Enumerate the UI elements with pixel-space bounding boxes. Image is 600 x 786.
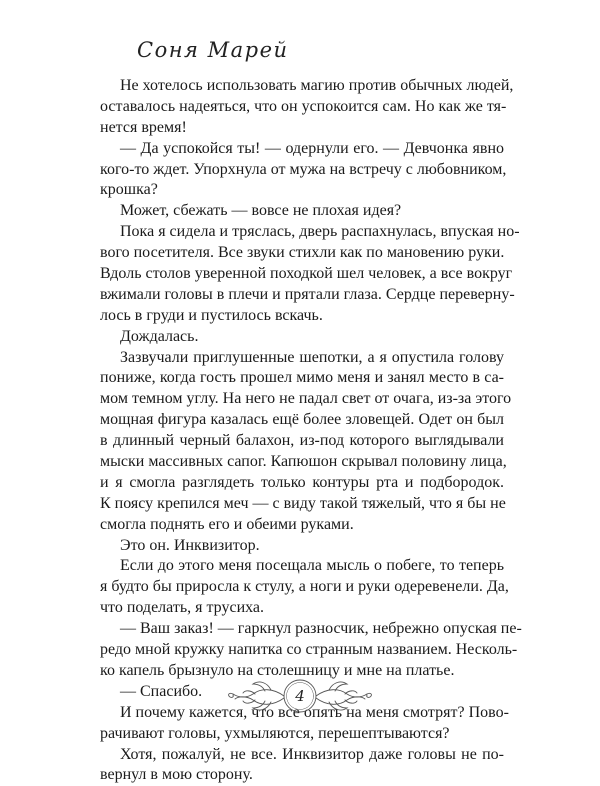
text-line: — Да успокойся ты! — одернули его. — Девчонка явно bbox=[120, 139, 504, 157]
text-line: крошка? bbox=[100, 181, 158, 199]
text-line: и я смогла разглядеть только контуры рта и подбородок. bbox=[100, 473, 504, 491]
text-line: пониже, когда гость прошел мимо меня и занял место в са- bbox=[100, 369, 504, 387]
page-footer bbox=[0, 670, 600, 730]
text-line: К поясу крепился меч — с виду такой тяжелый, что я бы не bbox=[100, 494, 506, 512]
text-line: смогла поднять его и обеими руками. bbox=[100, 515, 354, 533]
text-line: мом темном углу. На него не падал свет от очага, из-за этого bbox=[100, 390, 512, 408]
text-line: Если до этого меня посещала мысль о побеге, то теперь bbox=[120, 557, 504, 575]
text-line: Зазвучали приглушенные шепотки, а я опустила голову bbox=[120, 348, 504, 366]
text-line: оставалось надеяться, что он успокоится сам. Но как же тя- bbox=[100, 97, 507, 115]
text-line: в длинный черный балахон, из-под которого выглядывали bbox=[100, 432, 504, 450]
text-line: Не хотелось использовать магию против обычных людей, bbox=[120, 77, 514, 94]
text-line: кого-то ждет. Упорхнула от мужа на встречу с любовником, bbox=[100, 160, 507, 178]
text-line: — Ваш заказ! — гаркнул разносчик, небрежно опуская пе- bbox=[120, 620, 522, 638]
text-line: мощная фигура казалась ещё более зловещей. Одет он был bbox=[100, 411, 504, 429]
text-line: что поделать, я трусиха. bbox=[100, 599, 265, 617]
text-line: я будто бы приросла к стулу, а ноги и руки одеревенели. Да, bbox=[100, 578, 509, 596]
page-number: 4 bbox=[295, 687, 305, 705]
text-line: нется время! bbox=[100, 118, 187, 136]
running-header-author: Соня Марей bbox=[137, 38, 289, 62]
text-line: мыски массивных сапог. Капюшон скрывал половину лица, bbox=[100, 453, 507, 471]
text-line: редо мной кружку напитка со странным названием. Несколь- bbox=[100, 641, 518, 659]
text-line: Дождалась. bbox=[120, 327, 199, 345]
text-line: Это он. Инквизитор. bbox=[120, 536, 260, 554]
text-line: Хотя, пожалуй, не все. Инквизитор даже головы не по- bbox=[120, 745, 504, 763]
text-line: рачивают головы, ухмыляются, перешептываются? bbox=[100, 724, 450, 742]
text-line: Вдоль столов уверенной походкой шел человек, а все вокруг bbox=[100, 265, 513, 283]
text-line: вжимали головы в плечи и прятали глаза. Сердце переверну- bbox=[100, 285, 515, 303]
text-line: — Спасибо. bbox=[120, 682, 203, 700]
text-line: Пока я сидела и тряслась, дверь распахнулась, впуская но- bbox=[120, 223, 520, 241]
text-line: лось в груди и пустилось вскачь. bbox=[100, 306, 323, 324]
text-line: вернул в мою сторону. bbox=[100, 766, 253, 784]
text-line: вого посетителя. Все звуки стихли как по мановению руки. bbox=[100, 244, 505, 262]
text-line: ко капель брызнуло на столешницу и мне на платье. bbox=[100, 661, 455, 679]
text-line: Может, сбежать — вовсе не плохая идея? bbox=[120, 202, 402, 220]
text-line: И почему кажется, что все опять на меня смотрят? Пово- bbox=[120, 703, 509, 721]
